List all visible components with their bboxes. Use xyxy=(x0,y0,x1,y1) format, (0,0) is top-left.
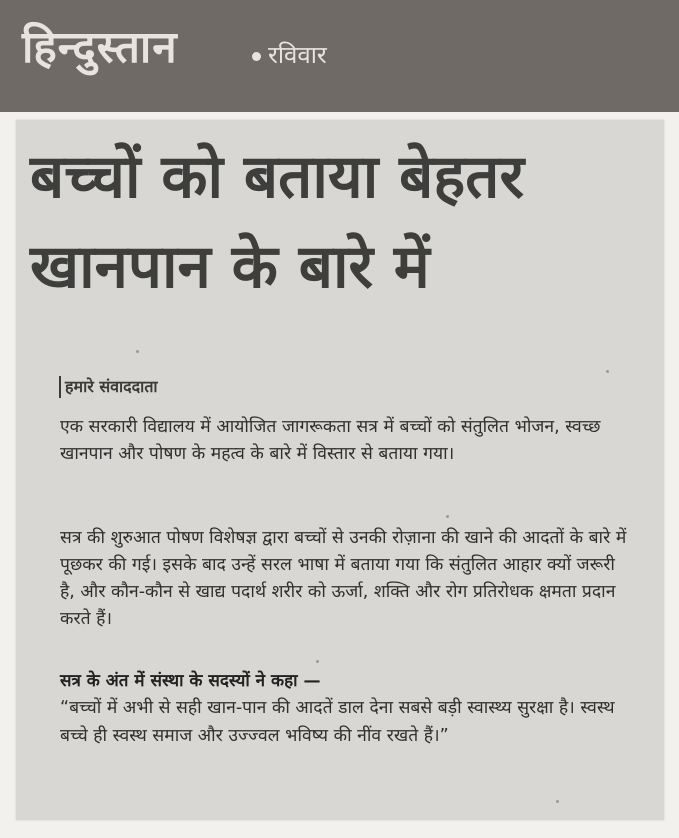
article-clipping xyxy=(16,120,664,820)
headline-line-1: बच्चों को बताया बेहतर xyxy=(30,142,525,212)
bullet-separator xyxy=(252,52,261,61)
quote-subheading: सत्र के अंत में संस्था के सदस्यों ने कहा — xyxy=(60,671,321,691)
paper-speck xyxy=(136,350,139,353)
paper-speck xyxy=(316,660,319,663)
article-quote: “बच्चों में अभी से सही खान-पान की आदतें डाल देना सबसे बड़ी स्वास्थ्य सुरक्षा है। स्वस्थ बच्चे ही स्वस्थ समाज और उज्ज्वल भविष्य की नींव रखते हैं।” xyxy=(60,698,615,746)
headline-line-2: खानपान के बारे में xyxy=(30,232,430,302)
paper-speck xyxy=(446,515,449,518)
paper-speck xyxy=(606,370,609,373)
byline: हमारे संवाददाता xyxy=(59,376,158,398)
article-paragraph-2: सत्र की शुरुआत पोषण विशेषज्ञ द्वारा बच्चों से उनकी रोज़ाना की खाने की आदतों के बारे में पूछकर की गई। इसके बाद उन्हें सरल भाषा में बताया गया कि संतुलित आहार क्यों जरूरी है, और कौन-कौन से खाद्य पदार्थ शरीर को ऊर्जा, शक्ति और रोग प्रतिरोधक क्षमता प्रदान करते हैं। xyxy=(60,528,627,629)
newspaper-name: हिन्दुस्तान xyxy=(22,22,178,73)
article-headline xyxy=(30,138,650,306)
article-paragraph-1: एक सरकारी विद्यालय में आयोजित जागरूकता सत्र में बच्चों को संतुलित भोजन, स्वच्छ खानपान और पोषण के महत्व के बारे में विस्तार से बताया गया। xyxy=(60,417,601,464)
newspaper-masthead xyxy=(0,0,679,112)
edition-day: रविवार xyxy=(268,41,327,69)
paper-speck xyxy=(556,800,559,803)
